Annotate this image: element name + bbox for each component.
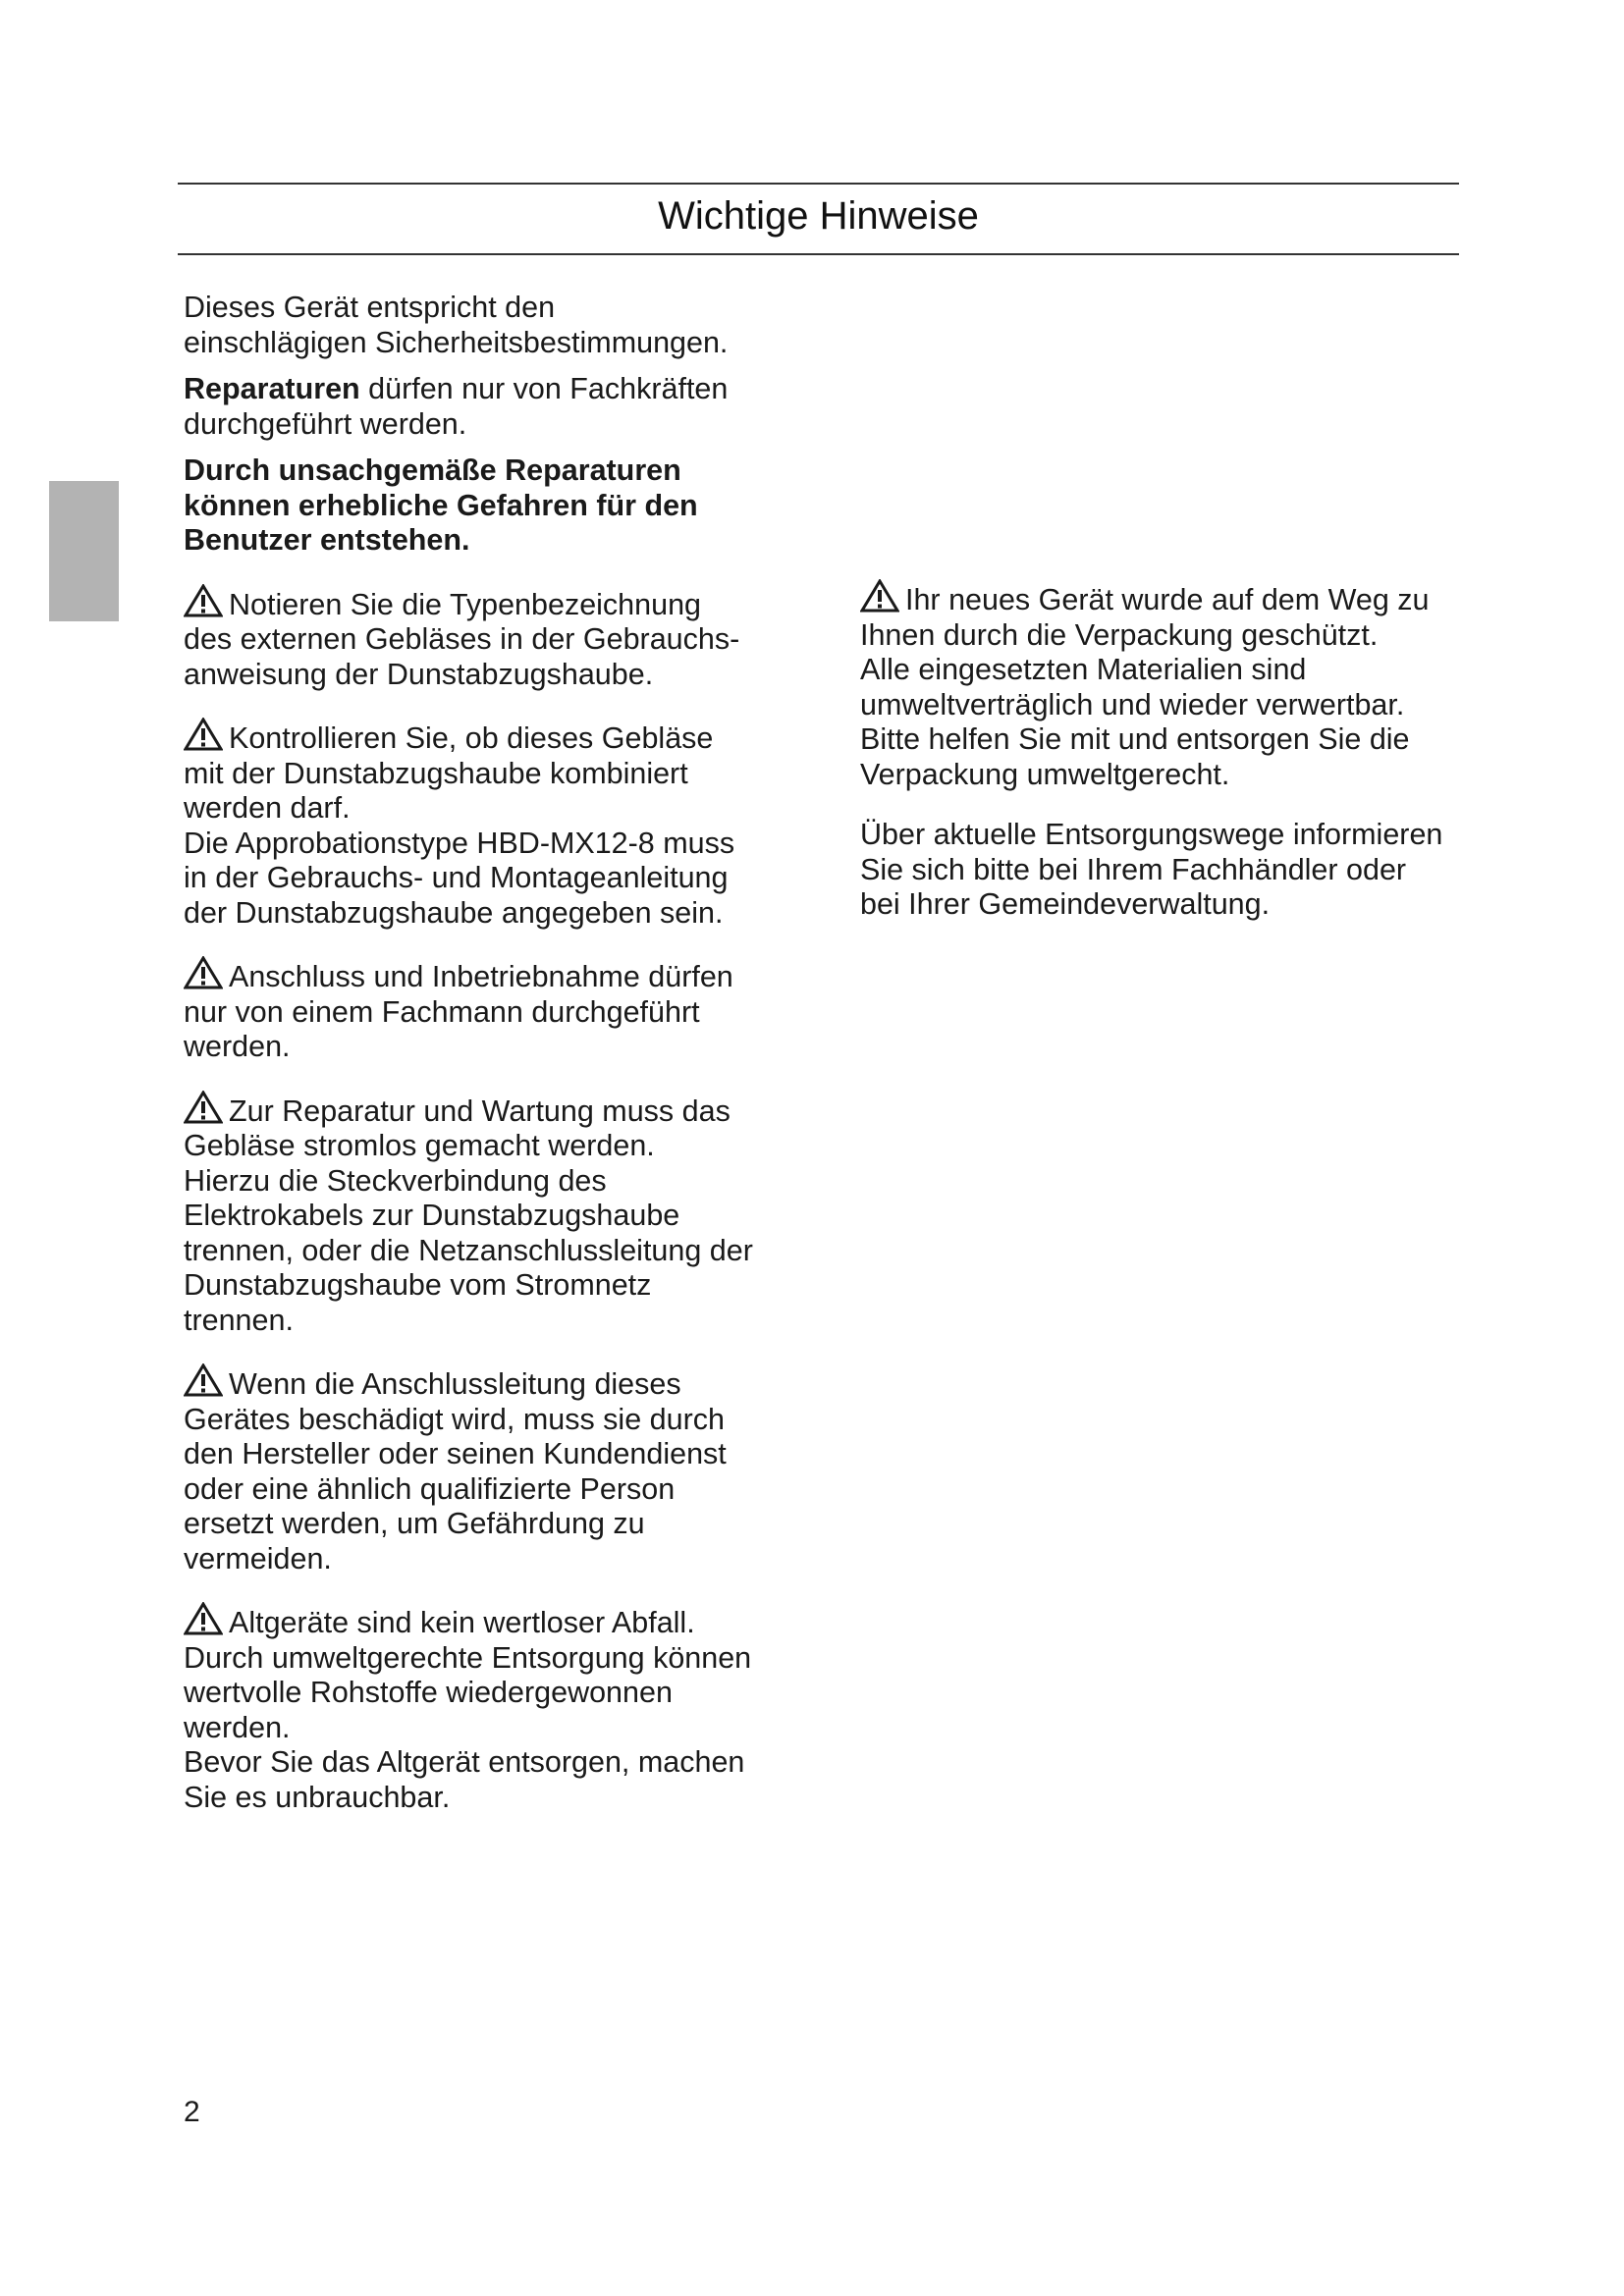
right-notes [860, 579, 1469, 923]
safety-note [860, 579, 1469, 792]
safety-note [860, 818, 1469, 923]
danger-line: können erhebliche Gefahren für den [184, 488, 698, 522]
note-line: werden. [184, 1030, 291, 1063]
note-line: Dunstabzugshaube vom Stromnetz [184, 1268, 652, 1302]
danger-line: Benutzer entstehen. [184, 523, 470, 557]
page-title: Wichtige Hinweise [658, 194, 979, 238]
note-line: Elektrokabels zur Dunstabzugshaube [184, 1199, 680, 1232]
note-line: anweisung der Dunstabzugshaube. [184, 657, 654, 691]
note-line: werden darf. [184, 791, 351, 825]
note-line: trennen. [184, 1303, 294, 1337]
note-line: wertvolle Rohstoffe wiedergewonnen [184, 1676, 673, 1709]
warning-triangle-icon [184, 1602, 223, 1635]
note-line: mit der Dunstabzugshaube kombiniert [184, 756, 688, 790]
left-column [184, 291, 792, 1841]
safety-note [184, 956, 792, 1065]
safety-note [184, 1363, 792, 1576]
page-number: 2 [184, 2096, 200, 2128]
note-line: Kontrollieren Sie, ob dieses Gebläse [229, 721, 714, 755]
note-line: ersetzt werden, um Gefährdung zu [184, 1507, 645, 1540]
warning-triangle-icon [860, 579, 899, 613]
note-line: in der Gebrauchs- und Montageanleitung [184, 861, 729, 894]
note-line: des externen Gebläses in der Gebrauchs- [184, 622, 740, 656]
note-line: umweltverträglich und wieder verwertbar. [860, 687, 1405, 721]
warning-triangle-icon [184, 584, 223, 617]
note-line: Gerätes beschädigt wird, muss sie durch [184, 1402, 725, 1436]
repair-paragraph [184, 372, 792, 442]
note-line: Bevor Sie das Altgerät entsorgen, machen [184, 1745, 745, 1779]
note-line: bei Ihrer Gemeindeverwaltung. [860, 887, 1271, 921]
header-rule-bottom [178, 253, 1459, 255]
note-line: werden. [184, 1710, 291, 1744]
note-line: Zur Reparatur und Wartung muss das [229, 1094, 731, 1128]
repair-text: dürfen nur von Fachkräften [359, 372, 729, 405]
note-line: Ihnen durch die Verpackung geschützt. [860, 617, 1379, 652]
note-line: Gebläse stromlos gemacht werden. [184, 1129, 655, 1162]
intro-paragraph [184, 291, 792, 360]
safety-note [184, 584, 792, 693]
warning-triangle-icon [184, 718, 223, 751]
chapter-tab-marker [49, 481, 119, 621]
note-line: Wenn die Anschlussleitung dieses [229, 1367, 681, 1401]
note-line: Altgeräte sind kein wertloser Abfall. [229, 1606, 695, 1639]
note-line: der Dunstabzugshaube angegeben sein. [184, 895, 724, 930]
intro-line: Dieses Gerät entspricht den [184, 291, 556, 324]
warning-triangle-icon [184, 956, 223, 989]
note-line: Die Approbationstype HBD-MX12-8 muss [184, 826, 735, 860]
note-line: nur von einem Fachmann durchgeführt [184, 994, 700, 1029]
note-line: vermeiden. [184, 1541, 332, 1575]
note-line: Verpackung umweltgerecht. [860, 757, 1230, 791]
note-line: trennen, oder die Netzanschlussleitung der [184, 1233, 753, 1267]
note-line: Alle eingesetzten Materialien sind [860, 653, 1307, 686]
safety-note [184, 718, 792, 931]
left-notes [184, 584, 792, 1816]
right-column [860, 579, 1469, 948]
repair-text: durchgeführt werden. [184, 406, 467, 441]
intro-line: einschlägigen Sicherheitsbestimmungen. [184, 325, 729, 359]
note-line: oder eine ähnlich qualifizierte Person [184, 1471, 676, 1506]
header-rule-top [178, 183, 1459, 185]
safety-note [184, 1602, 792, 1815]
warning-triangle-icon [184, 1363, 223, 1397]
note-line: Anschluss und Inbetriebnahme dürfen [229, 960, 733, 993]
note-line: Bitte helfen Sie mit und entsorgen Sie die [860, 722, 1410, 756]
note-line: Sie es unbrauchbar. [184, 1780, 451, 1814]
note-line: Durch umweltgerechte Entsorgung können [184, 1640, 752, 1675]
note-line: Über aktuelle Entsorgungswege informieren [860, 818, 1443, 851]
danger-line: Durch unsachgemäße Reparaturen [184, 454, 681, 487]
danger-paragraph [184, 454, 792, 559]
note-line: Notieren Sie die Typenbezeichnung [229, 587, 702, 621]
safety-note [184, 1091, 792, 1339]
note-line: Sie sich bitte bei Ihrem Fachhändler oder [860, 852, 1407, 886]
note-line: Ihr neues Gerät wurde auf dem Weg zu [905, 583, 1430, 616]
note-line: Hierzu die Steckverbindung des [184, 1163, 607, 1198]
note-line: den Hersteller oder seinen Kundendienst [184, 1437, 727, 1470]
warning-triangle-icon [184, 1091, 223, 1124]
repair-keyword: Reparaturen [184, 372, 360, 405]
